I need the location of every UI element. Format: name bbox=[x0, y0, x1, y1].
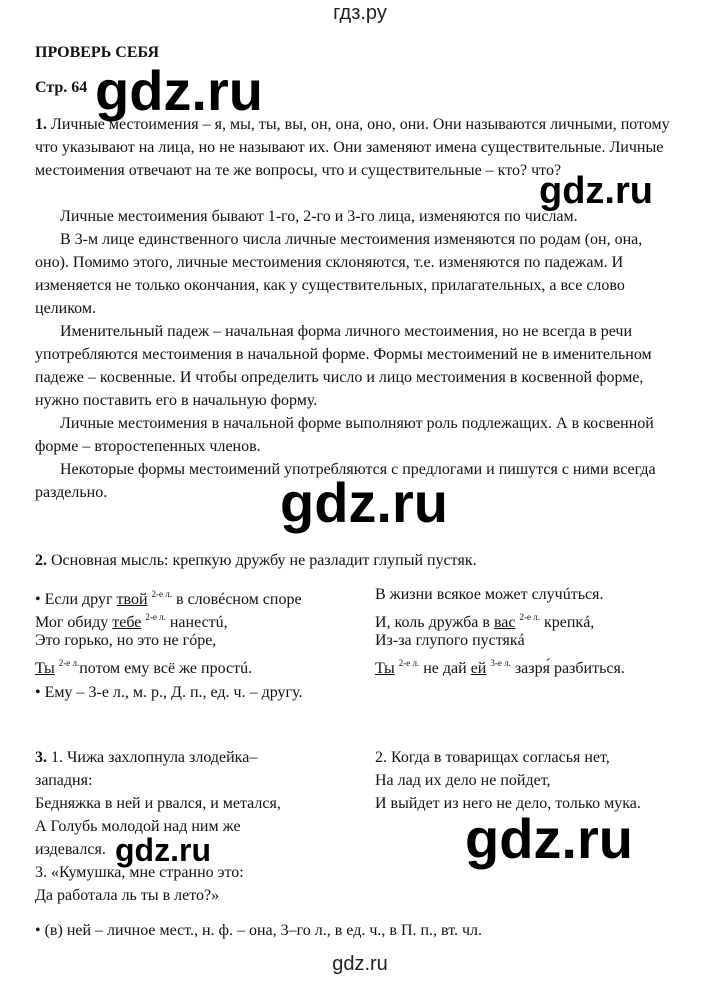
fable-right-line-3: И выйдет из него не дело, только мука. bbox=[375, 795, 641, 812]
poem-left-line-3: Это горько, но это не гóре, bbox=[35, 632, 217, 649]
task1-paragraph-4: Именительный падеж – начальная форма личного местоимения, но не всегда в речи употребляются местоимения в начальной форме. Формы местоимений не в именительном падеже – косвенные. И чтобы определить число и лицо местоимения в косвенной форме, нужно поставить его в начальную форму. bbox=[35, 323, 652, 409]
section-heading: ПРОВЕРЬ СЕБЯ bbox=[35, 44, 160, 61]
person-note: 3-е л. bbox=[490, 658, 511, 668]
fable-left-line-5: издевался. bbox=[35, 841, 106, 858]
underlined-pronoun: Ты bbox=[375, 660, 395, 677]
fable-right-line-2: На лад их дело не пойдет, bbox=[375, 772, 551, 789]
poem-text: не дай bbox=[419, 660, 471, 677]
fable-right-line-1: 2. Когда в товарищах согласья нет, bbox=[375, 749, 610, 766]
underlined-pronoun: вас bbox=[493, 614, 516, 631]
task2-main-idea-text: Основная мысль: крепкую дружбу не разладит глупый пустяк. bbox=[51, 552, 477, 569]
fable-text: 1. Чижа захлопнула злодейка– bbox=[47, 749, 258, 766]
fable-left-line-2: западня: bbox=[35, 772, 93, 789]
person-note: 2-е л. bbox=[398, 658, 420, 668]
task1-text-1: Личные местоимения – я, мы, ты, вы, он, она, оно, они. Они называются личными, потому что указывают на лица, но не называют их. Они заменяют имена существительные. Личные местоимения отвечают на те же вопросы, что и существительные – кто? что? bbox=[35, 116, 670, 179]
watermark-logo: gdz.ru bbox=[465, 807, 633, 870]
page-reference: Стр. 64 bbox=[35, 79, 88, 96]
task3-number: 3. bbox=[35, 749, 47, 766]
poem-text: Мог обиду bbox=[35, 614, 113, 631]
person-note: 2-е л. bbox=[151, 589, 173, 599]
watermark-logo: gdz.ru bbox=[95, 59, 263, 122]
poem-text: И, коль дружба в bbox=[375, 614, 494, 631]
underlined-pronoun: ей bbox=[470, 660, 487, 677]
underlined-pronoun: твой bbox=[116, 591, 148, 608]
task1-number: 1. bbox=[35, 116, 47, 133]
poem-text: крепкá, bbox=[539, 614, 595, 631]
poem-text: Если друг bbox=[44, 591, 117, 608]
person-note: 2-е л. bbox=[145, 612, 166, 622]
task2-main-idea bbox=[35, 549, 477, 572]
fable-left-line-3: Бедняжка в ней и рвался, и метался, bbox=[35, 795, 281, 812]
task1-paragraph-3: В 3-м лице единственного числа личные местоимения изменяются по родам (он, она, оно). Помимо этого, личные местоимения склоняются, т.е. изменяются по падежам. И изменяется не только окончания, как у существительных, прилагательных, а все слово целиком. bbox=[35, 231, 643, 317]
fable-left-line-7: Да работала ль ты в лето?» bbox=[35, 887, 220, 904]
task1-paragraph-5: Личные местоимения в начальной форме выполняют роль подлежащих. А в косвенной форме – второстепенных членов. bbox=[35, 415, 654, 455]
task2-analysis: • Ему – 3-е л., м. р., Д. п., ед. ч. – другу. bbox=[35, 684, 303, 701]
fable-left-line-6: 3. «Кумушка, мне странно это: bbox=[35, 864, 244, 881]
site-footer: gdz.ru bbox=[332, 953, 388, 975]
task1-paragraph-2: Личные местоимения бывают 1-го, 2-го и 3-го лица, изменяются по числам. bbox=[60, 208, 578, 225]
poem-text: нанестú, bbox=[165, 614, 228, 631]
poem-text: потом ему всё же простú. bbox=[79, 660, 253, 677]
person-note: 2-е л. bbox=[519, 612, 540, 622]
person-note: 2-е л. bbox=[58, 658, 80, 668]
underlined-pronoun: тебе bbox=[112, 614, 142, 631]
watermark-logo: gdz.ru bbox=[280, 471, 448, 534]
watermark-logo: gdz.ru bbox=[115, 832, 211, 868]
poem-text: зазря́ разбиться. bbox=[510, 660, 625, 677]
poem-right-line-4 bbox=[375, 652, 625, 680]
poem-right-line-3: Из-за глупого пустякá bbox=[375, 632, 525, 649]
task3-analysis: • (в) ней – личное мест., н. ф. – она, 3–го л., в ед. ч., в П. п., вт. чл. bbox=[35, 922, 483, 939]
poem-text: в словéсном споре bbox=[172, 591, 302, 608]
bullet: • bbox=[35, 591, 41, 608]
poem-right-line-1: В жизни всякое может случúться. bbox=[375, 586, 604, 603]
watermark-logo: gdz.ru bbox=[539, 170, 653, 212]
fable-left-line-1 bbox=[35, 746, 257, 769]
poem-left-line-4 bbox=[35, 652, 252, 680]
underlined-pronoun: Ты bbox=[35, 660, 55, 677]
fable-left-line-4: А Голубь молодой над ним же bbox=[35, 818, 241, 835]
task2-number: 2. bbox=[35, 552, 47, 569]
site-header: гдз.ру bbox=[333, 2, 387, 24]
task1-paragraph-6: Некоторые формы местоимений употребляются с предлогами и пишутся с ними всегда раздельно. bbox=[35, 461, 656, 501]
